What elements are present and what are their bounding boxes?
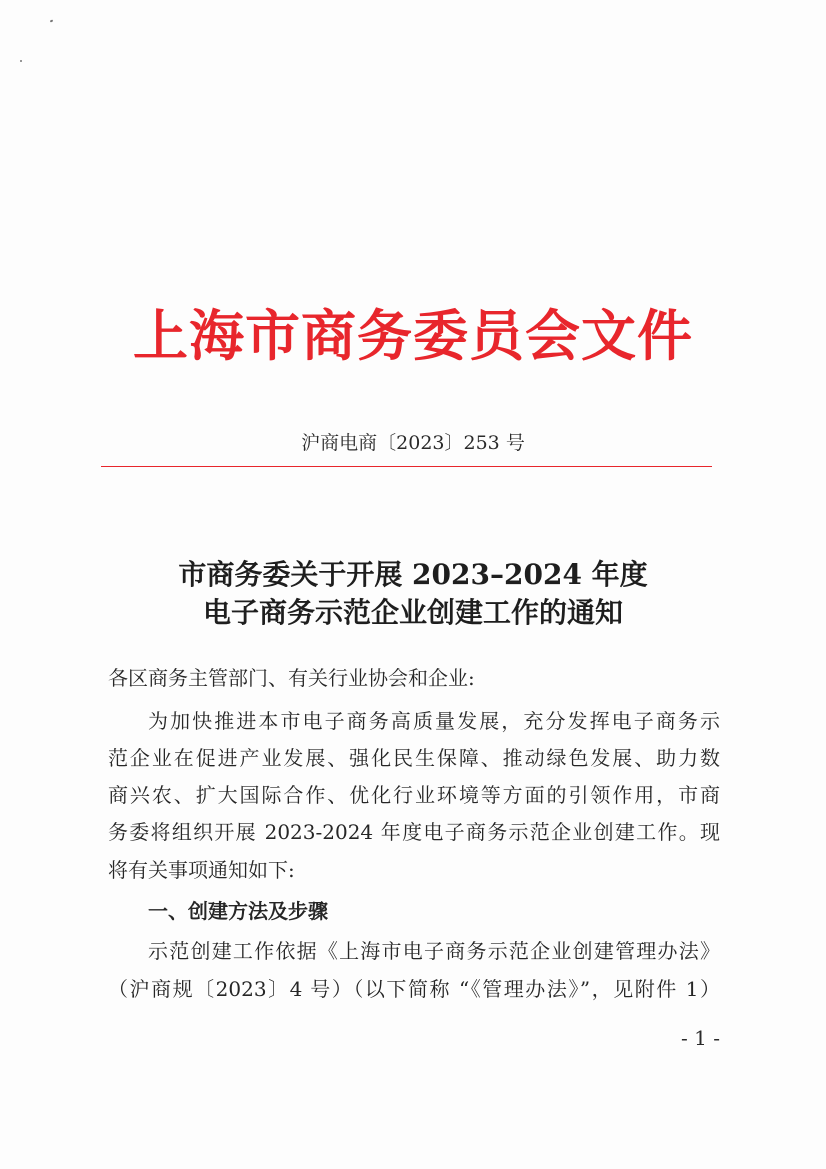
scan-speck: [50, 20, 54, 23]
document-number: 沪商电商〔2023〕253 号: [301, 432, 525, 454]
body-paragraph-line: 范企业在促进产业发展、强化民生保障、推动绿色发展、助力数: [108, 746, 720, 770]
section-heading: 一、创建方法及步骤: [148, 899, 328, 923]
notice-title-line-1: 市商务委关于开展 2023–2024 年度: [178, 558, 648, 591]
body-paragraph-line: 商兴农、扩大国际合作、优化行业环境等方面的引领作用，市商: [108, 783, 720, 807]
issuing-authority-title: 上海市商务委员会文件: [132, 303, 693, 368]
body-paragraph-line: 务委将组织开展 2023-2024 年度电子商务示范企业创建工作。现: [108, 820, 720, 844]
salutation: 各区商务主管部门、有关行业协会和企业:: [108, 666, 475, 690]
section-paragraph-line: 示范创建工作依据《上海市电子商务示范企业创建管理办法》: [148, 939, 720, 963]
section-paragraph-line: （沪商规〔2023〕4 号）（以下简称 “《管理办法》”，见附件 1）: [108, 977, 720, 1001]
red-divider-rule: [101, 466, 712, 467]
body-paragraph-line: 为加快推进本市电子商务高质量发展，充分发挥电子商务示: [148, 709, 720, 733]
body-paragraph-line: 将有关事项通知如下:: [108, 858, 295, 882]
page-number: - 1 -: [681, 1026, 720, 1050]
notice-title-line-2: 电子商务示范企业创建工作的通知: [202, 596, 623, 629]
scan-speck: [20, 60, 22, 62]
